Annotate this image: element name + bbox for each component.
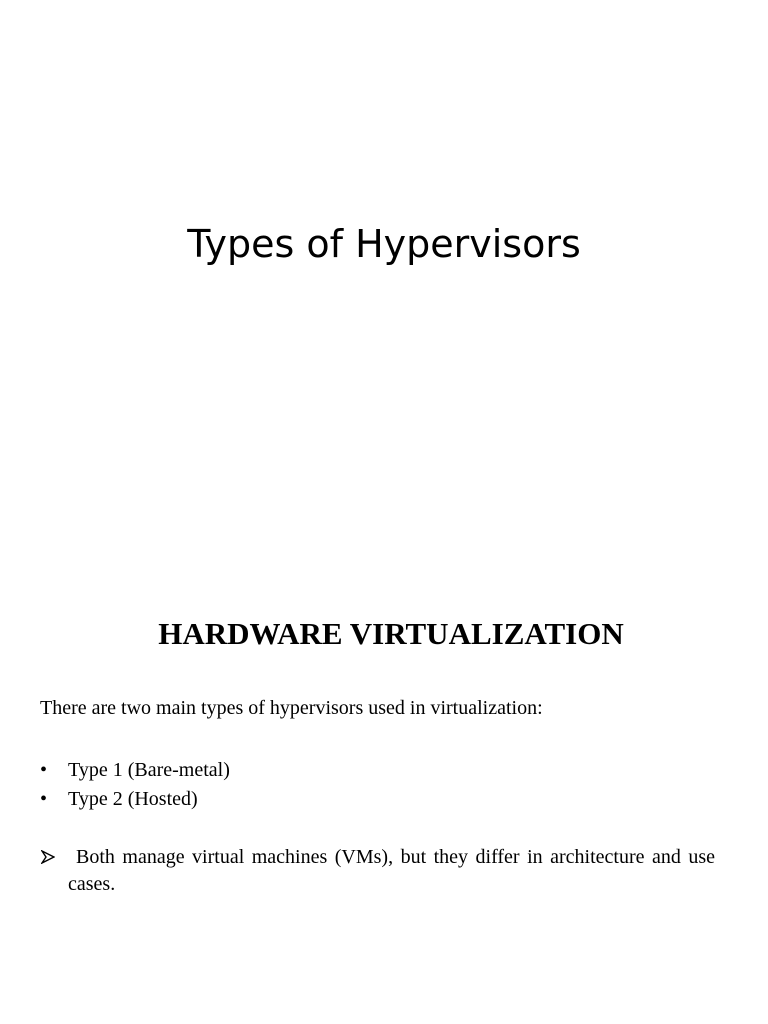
bullet-dot-icon: • [40,788,48,810]
slide-title: Types of Hypervisors [187,222,581,266]
note-paragraph [40,844,715,898]
intro-paragraph: There are two main types of hypervisors used in virtualization: [40,697,543,719]
list-item-text: Type 1 (Bare-metal) [68,759,230,781]
list-item-text: Type 2 (Hosted) [68,788,198,810]
list-item [40,756,730,785]
hypervisor-type-list [40,756,730,814]
bullet-dot-icon: • [40,759,48,781]
list-item [40,785,730,814]
note-text: Both manage virtual machines (VMs), but they differ in architecture and use cases. [68,846,715,895]
section-heading: HARDWARE VIRTUALIZATION [158,616,624,651]
arrow-bullet-icon [40,844,58,871]
